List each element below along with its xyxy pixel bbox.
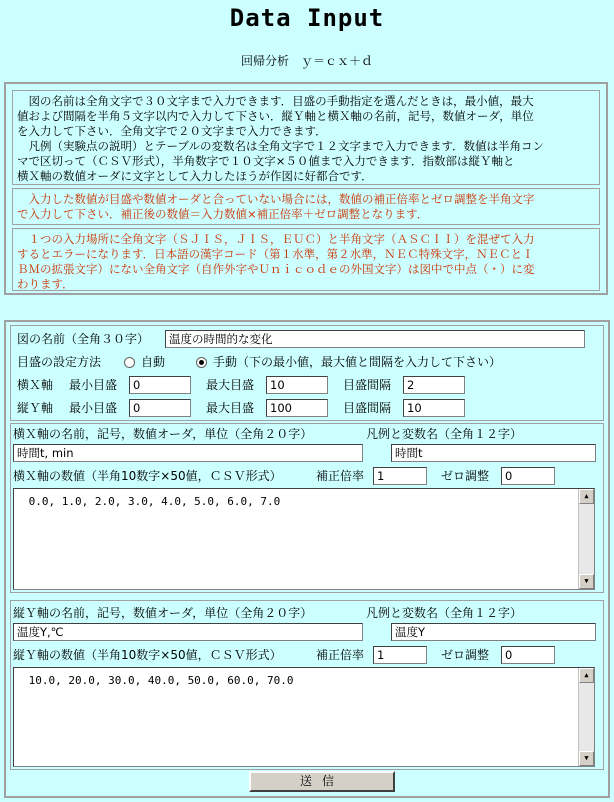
info-line: で入力して下さい．補正後の数値＝入力数値×補正倍率＋ゼロ調整となります． [17,207,429,221]
x-legend-input[interactable] [391,444,596,462]
figure-name-label: 図の名前（全角３０字） [17,332,150,346]
x-axis-label: 横Ｘ軸 [17,378,54,392]
y-interval-label: 目盛間隔 [343,401,392,415]
instructions-paragraph-3 [12,228,600,291]
scroll-up-icon[interactable]: ▲ [579,668,594,683]
manual-radio-label: 手動（下の最小値，最大値と間隔を入力して下さい） [213,355,502,369]
y-factor-label: 補正倍率 [316,648,365,662]
scroll-down-icon[interactable]: ▼ [579,751,594,766]
x-max-input[interactable] [266,376,328,394]
info-line: マで区切って（ＣＳＶ形式），半角数字で１０文字×５０値まで入力できます．指数部は縦Ｙ軸と [17,154,515,168]
y-axis-section [10,600,604,770]
y-min-input[interactable] [129,399,191,417]
y-zero-input[interactable] [501,646,555,664]
x-name-label: 横Ｘ軸の名前，記号，数値オーダ，単位（全角２０字） [13,427,313,441]
x-legend-label: 凡例と変数名（全角１２字） [366,427,523,441]
y-max-input[interactable] [266,399,328,417]
auto-radio[interactable] [124,357,135,368]
y-name-label: 縦Ｙ軸の名前，記号，数値オーダ，単位（全角２０字） [13,606,313,620]
info-line: １つの入力場所に全角文字（ＳＪＩＳ，ＪＩＳ，ＥＵＣ）と半角文字（ＡＳＣＩＩ）を混ぜて入力 [17,232,535,246]
x-axis-section [10,423,604,593]
x-values-textarea[interactable] [13,488,595,590]
x-values-label: 横Ｘ軸の数値（半角10数字×50値，ＣＳＶ形式） [13,469,282,483]
info-line: 横Ｘ軸の数値オーダに文字として入力したほうが作図に好都合です． [17,169,373,183]
page-title: Data Input [229,4,385,32]
y-values-text: 10.0, 20.0, 30.0, 40.0, 50.0, 60.0, 70.0 [22,674,294,687]
x-max-label: 最大目盛 [206,378,255,392]
y-name-input[interactable] [13,623,363,641]
y-zero-label: ゼロ調整 [441,648,490,662]
x-min-input[interactable] [129,376,191,394]
info-line: ＢＭの拡張文字）にない全角文字（自作外字やＵｎｉｃｏｄｅの外国文字）は図中で中点（・）に変 [17,262,535,276]
x-interval-label: 目盛間隔 [343,378,392,392]
info-line: 入力した数値が目盛や数値オーダと合っていない場合には，数値の補正倍率とゼロ調整を半角文字 [17,192,535,206]
x-interval-input[interactable] [403,376,465,394]
instructions-paragraph-1 [12,90,600,185]
x-factor-label: 補正倍率 [316,469,365,483]
y-legend-input[interactable] [391,623,596,641]
x-values-scrollbar[interactable] [578,489,594,589]
submit-button[interactable]: 送信 [249,771,395,792]
x-zero-input[interactable] [501,467,555,485]
manual-radio[interactable] [196,357,207,368]
y-axis-label: 縦Ｙ軸 [17,401,54,415]
y-values-label: 縦Ｙ軸の数値（半角10数字×50値，ＣＳＶ形式） [13,648,282,662]
info-line: 凡例（実験点の説明）とテーブルの変数名は全角文字で１２文字まで入力できます．数値は半角コン [17,139,545,153]
y-values-textarea[interactable] [13,667,595,767]
x-factor-input[interactable] [373,467,427,485]
y-interval-input[interactable] [403,399,465,417]
x-zero-label: ゼロ調整 [441,469,490,483]
instructions-paragraph-2 [12,188,600,225]
info-line: を入力して下さい．全角文字で２０文字まで入力できます． [17,124,327,138]
scroll-up-icon[interactable]: ▲ [579,489,594,504]
data-input-form [4,320,610,798]
info-line: 値および間隔を半角５文字以内で入力して下さい．縦Ｙ軸と横Ｘ軸の名前，記号，数値オーダ，単位 [17,109,534,123]
y-factor-input[interactable] [373,646,427,664]
info-line: わります． [17,277,74,291]
scale-method-label: 目盛の設定方法 [17,355,102,369]
figure-name-input[interactable] [165,330,585,348]
instructions-panel [4,82,608,295]
info-line: 図の名前は全角文字で３０文字まで入力できます．目盛の手動指定を選んだときは，最小値，最大 [17,94,534,108]
page-subtitle: 回帰分析 ｙ＝ｃｘ＋ｄ [240,54,373,68]
y-values-scrollbar[interactable] [578,668,594,766]
scale-settings-section [10,325,604,421]
auto-radio-label: 自動 [141,355,166,369]
x-name-input[interactable] [13,444,363,462]
y-legend-label: 凡例と変数名（全角１２字） [366,606,523,620]
x-values-text: 0.0, 1.0, 2.0, 3.0, 4.0, 5.0, 6.0, 7.0 [22,495,281,508]
y-max-label: 最大目盛 [206,401,255,415]
scroll-down-icon[interactable]: ▼ [579,574,594,589]
y-min-label: 最小目盛 [69,401,118,415]
info-line: するとエラーになります．日本語の漢字コード（第１水準，第２水準，ＮＥＣ特殊文字，ＮＥＣとＩ [17,247,534,261]
x-min-label: 最小目盛 [69,378,118,392]
